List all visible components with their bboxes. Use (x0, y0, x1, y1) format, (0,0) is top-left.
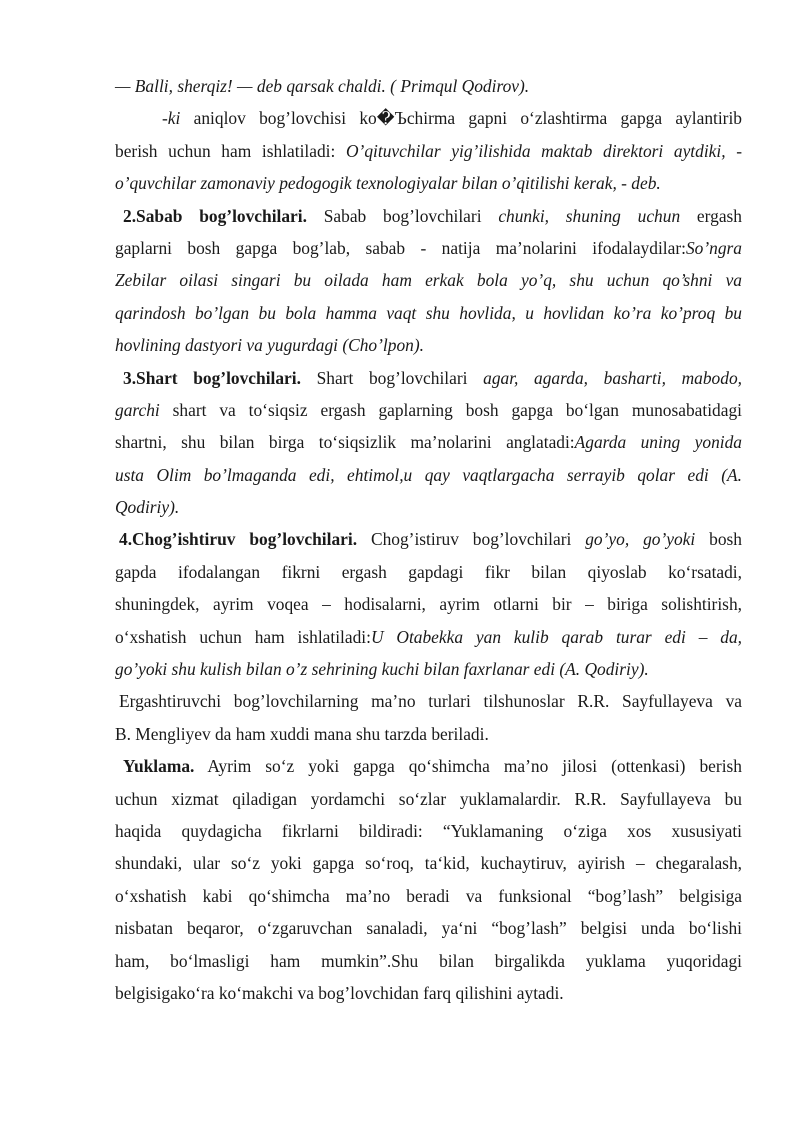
text-run: Zebilar oilasi singari bu oilada ham erkak bola yo’q, shu uchun qo’shni va (115, 270, 742, 291)
text-line (115, 815, 742, 847)
text-run: Sabab bog’lovchilari (306, 205, 499, 226)
text-run: o‘xshatish uchun ham ishlatiladi: (115, 626, 371, 647)
document-page (115, 70, 742, 1009)
text-line (115, 912, 742, 944)
text-line (115, 718, 742, 750)
text-run: ham, bo‘lmasligi ham mumkin”.Shu bilan birgalikda yuklama yuqoridagi (115, 950, 742, 971)
text-line (115, 232, 742, 264)
text-run: berish uchun ham ishlatiladi: (115, 140, 346, 161)
text-run: hovlining dastyori va yugurdagi (Cho’lpon). (115, 335, 424, 356)
text-line (115, 135, 742, 167)
text-run: agar, agarda, basharti, mabodo, (483, 367, 742, 388)
text-line (115, 880, 742, 912)
text-run: shart va to‘siqsiz ergash gaplarning bosh gapga bo‘lgan munosabatidagi (159, 399, 742, 420)
text-run: — Balli, sherqiz! — deb qarsak chaldi. ( Primqul Qodirov). (115, 76, 530, 96)
text-line (115, 459, 742, 491)
text-run: Ayrim so‘z yoki gapga qo‘shimcha ma’no jilosi (ottenkasi) berish (194, 756, 742, 777)
text-run: qarindosh bo’lgan bu bola hamma vaqt shu hovlida, u hovlidan ko’ra ko’proq bu (115, 302, 742, 323)
text-line (115, 977, 742, 1009)
text-line (115, 847, 742, 879)
text-run: go’yo, go’yoki (585, 529, 696, 550)
text-line (115, 167, 742, 199)
text-run: o’quvchilar zamonaviy pedogogik texnologiyalar bilan o’qitilishi kerak, - deb. (115, 173, 661, 194)
text-run: ergash (680, 205, 743, 226)
text-run: garchi (115, 399, 160, 420)
text-line (115, 329, 742, 361)
text-line (115, 945, 742, 977)
text-run: gaplarni bosh gapga bog’lab, sabab - natija ma’nolarini ifodalaydilar: (115, 237, 686, 258)
text-line (115, 200, 742, 232)
text-run: So’ngra (685, 237, 742, 258)
text-line (115, 394, 742, 426)
text-line (115, 70, 742, 102)
text-run: B. Mengliyev da ham xuddi mana shu tarzda beriladi. (115, 723, 489, 744)
text-run: go’yoki shu kulish bilan o’z sehrining kuchi bilan faxrlanar edi (A. Qodiriy). (115, 659, 649, 680)
text-line (115, 297, 742, 329)
text-run: Shart bog’lovchilari (300, 367, 484, 388)
text-run: belgisigako‘ra ko‘makchi va bog’lovchidan farq qilishini aytadi. (115, 982, 564, 1003)
text-run: bosh (695, 529, 742, 550)
text-run: 4.Chog’ishtiruv bog’lovchilari. (119, 529, 358, 550)
text-run: shartni, shu bilan birga to‘siqsizlik ma’nolarini anglatadi: (115, 432, 575, 453)
text-line (115, 523, 742, 555)
text-line (115, 362, 742, 394)
text-run: shundaki, ular so‘z yoki gapga so‘roq, ta‘kid, kuchaytiruv, ayirish – chegaralash, (115, 853, 742, 874)
text-run: Ergashtiruvchi bog’lovchilarning ma’no turlari tilshunoslar R.R. Sayfullayeva va (119, 691, 742, 712)
text-line (115, 783, 742, 815)
text-run: Chog’istiruv bog’lovchilari (357, 529, 586, 550)
text-run: U Otabekka yan kulib qarab turar edi – da, (370, 626, 742, 647)
text-run: Qodiriy). (115, 497, 180, 518)
text-run: usta Olim bo’lmaganda edi, ehtimol,u qay vaqtlargacha serrayib qolar edi (A. (115, 464, 742, 485)
text-run: gapda ifodalangan fikrni ergash gapdagi fikr bilan qiyoslab ko‘rsatadi, (115, 561, 742, 582)
text-run: shuningdek, ayrim voqea – hodisalarni, ayrim otlarni bir – biriga solishtirish, (115, 594, 742, 615)
text-run: nisbatan beqaror, o‘zgaruvchan sanaladi, ya‘ni “bog’lash” belgisi unda bo‘lishi (115, 918, 742, 939)
text-run: 2.Sabab bog’lovchilari. (123, 205, 307, 226)
text-line (115, 491, 742, 523)
text-line (115, 653, 742, 685)
text-run: 3.Shart bog’lovchilari. (123, 367, 301, 388)
text-line (115, 264, 742, 296)
text-line (115, 685, 742, 717)
text-run: Agarda uning yonida (574, 432, 742, 453)
text-run: Yuklama. (123, 756, 195, 777)
text-line (115, 102, 742, 134)
text-line (115, 588, 742, 620)
text-run: uchun xizmat qiladigan yordamchi so‘zlar yuklamalardir. R.R. Sayfullayeva bu (115, 788, 742, 809)
text-line (115, 750, 742, 782)
text-line (115, 556, 742, 588)
text-run: aniqlov bog’lovchisi ko�Ъchirma gapni o‘zlashtirma gapga aylantirib (180, 108, 742, 129)
text-run: haqida quydagicha fikrlarni bildiradi: “Yuklamaning o‘ziga xos xususiyati (115, 820, 742, 841)
text-run: chunki, shuning uchun (498, 205, 681, 226)
text-line (115, 621, 742, 653)
text-run: O’qituvchilar yig’ilishida maktab direktori aytdiki, - (345, 140, 743, 161)
text-line (115, 426, 742, 458)
text-run: -ki (162, 108, 181, 129)
text-run: o‘xshatish kabi qo‘shimcha ma’no beradi va funksional “bog’lash” belgisiga (115, 885, 742, 906)
